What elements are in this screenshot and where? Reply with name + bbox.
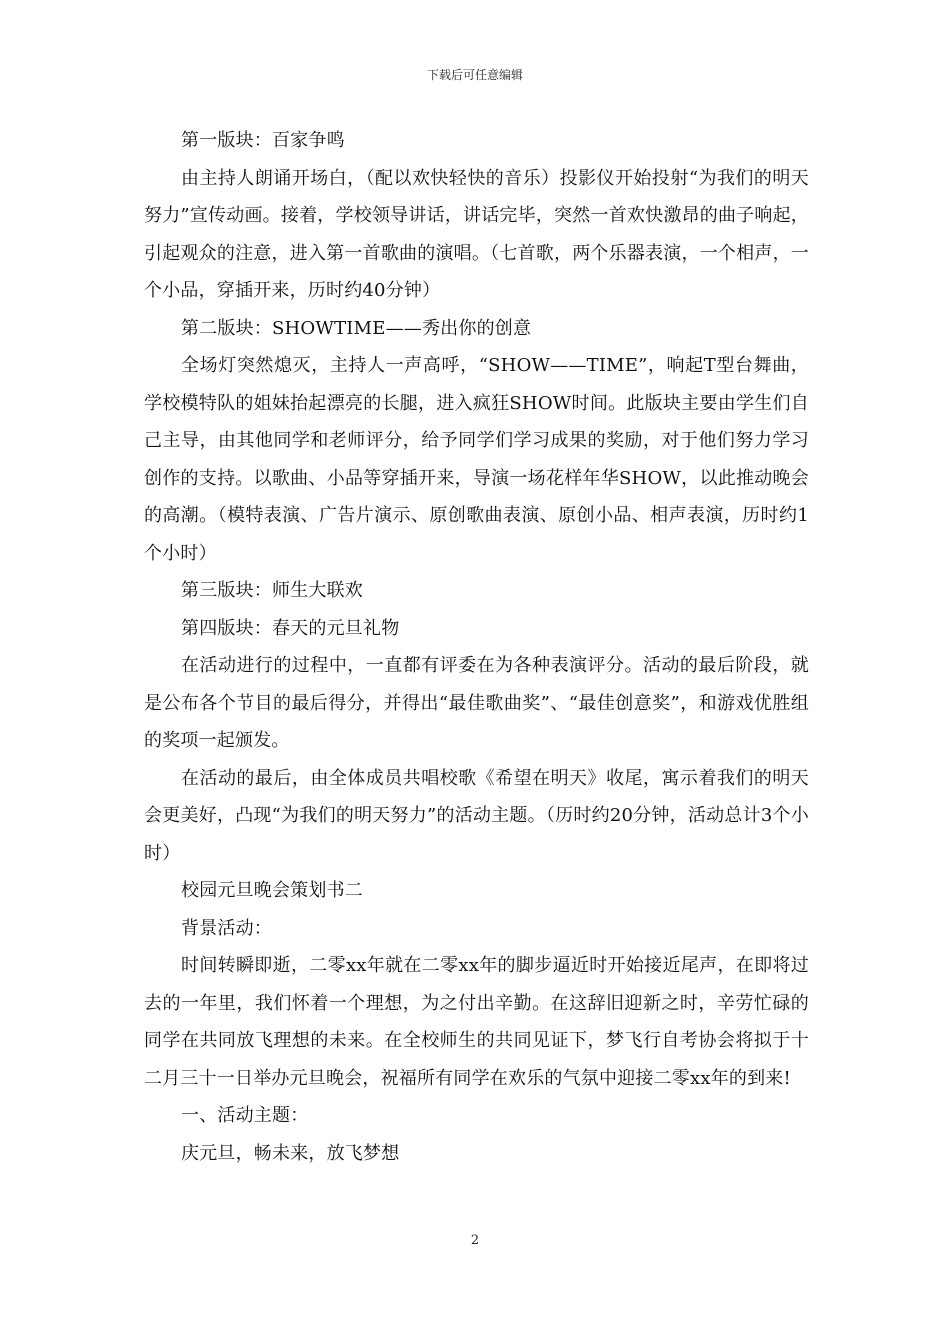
subheading: 背景活动： (181, 917, 272, 939)
section-heading-2: 第二版块：SHOWTIME——秀出你的创意 (181, 317, 532, 339)
subheading: 一、活动主题： (181, 1105, 309, 1126)
page-header: 下载后可任意编辑 (426, 68, 523, 82)
paragraph: 由主持人朗诵开场白，（配以欢快轻快的音乐）投影仪开始投射“为我们的明天努力”宣传动画。接着，学校领导讲话，讲话完毕，突然一首欢快激昂的曲子响起，引起观众的注意，进入第一首歌曲的演唱。（七首歌，两个乐器表演，一个相声，一个小品，穿插开来，历时约40分钟） (144, 167, 809, 301)
document-title-2: 校园元旦晚会策划书二 (181, 880, 363, 901)
section-heading-1: 第一版块：百家争鸣 (181, 130, 345, 151)
paragraph: 全场灯突然熄灭，主持人一声高呼，“SHOW——TIME”，响起T型台舞曲，学校模特队的姐妹抬起漂亮的长腿，进入疯狂SHOW时间。此版块主要由学生们自己主导，由其他同学和老师评分，给予同学们学习成果的奖励，对于他们努力学习创作的支持。以歌曲、小品等穿插开来，导演一场花样年华SHOW，以此推动晚会的高潮。（模特表演、广告片演示、原创歌曲表演、原创小品、相声表演，历时约1个小时） (144, 355, 809, 564)
section-heading-3: 第三版块：师生大联欢 (181, 580, 363, 601)
page-number: 2 (470, 1233, 480, 1248)
paragraph: 时间转瞬即逝，二零xx年就在二零xx年的脚步逼近时开始接近尾声，在即将过去的一年里，我们怀着一个理想，为之付出辛勤。在这辞旧迎新之时，辛劳忙碌的同学在共同放飞理想的未来。在全校师生的共同见证下，梦飞行自考协会将拟于十二月三十一日举办元旦晚会，祝福所有同学在欢乐的气氛中迎接二零xx年的到来! (144, 955, 809, 1089)
paragraph: 在活动的最后，由全体成员共唱校歌《希望在明天》收尾，寓示着我们的明天会更美好，凸现“为我们的明天努力”的活动主题。（历时约20分钟，活动总计3个小时） (144, 767, 809, 864)
document-body (144, 122, 809, 1172)
paragraph: 庆元旦，畅未来，放飞梦想 (181, 1142, 400, 1164)
section-heading-4: 第四版块：春天的元旦礼物 (181, 617, 400, 639)
paragraph: 在活动进行的过程中，一直都有评委在为各种表演评分。活动的最后阶段，就是公布各个节目的最后得分，并得出“最佳歌曲奖”、“最佳创意奖”，和游戏优胜组的奖项一起颁发。 (144, 655, 809, 751)
